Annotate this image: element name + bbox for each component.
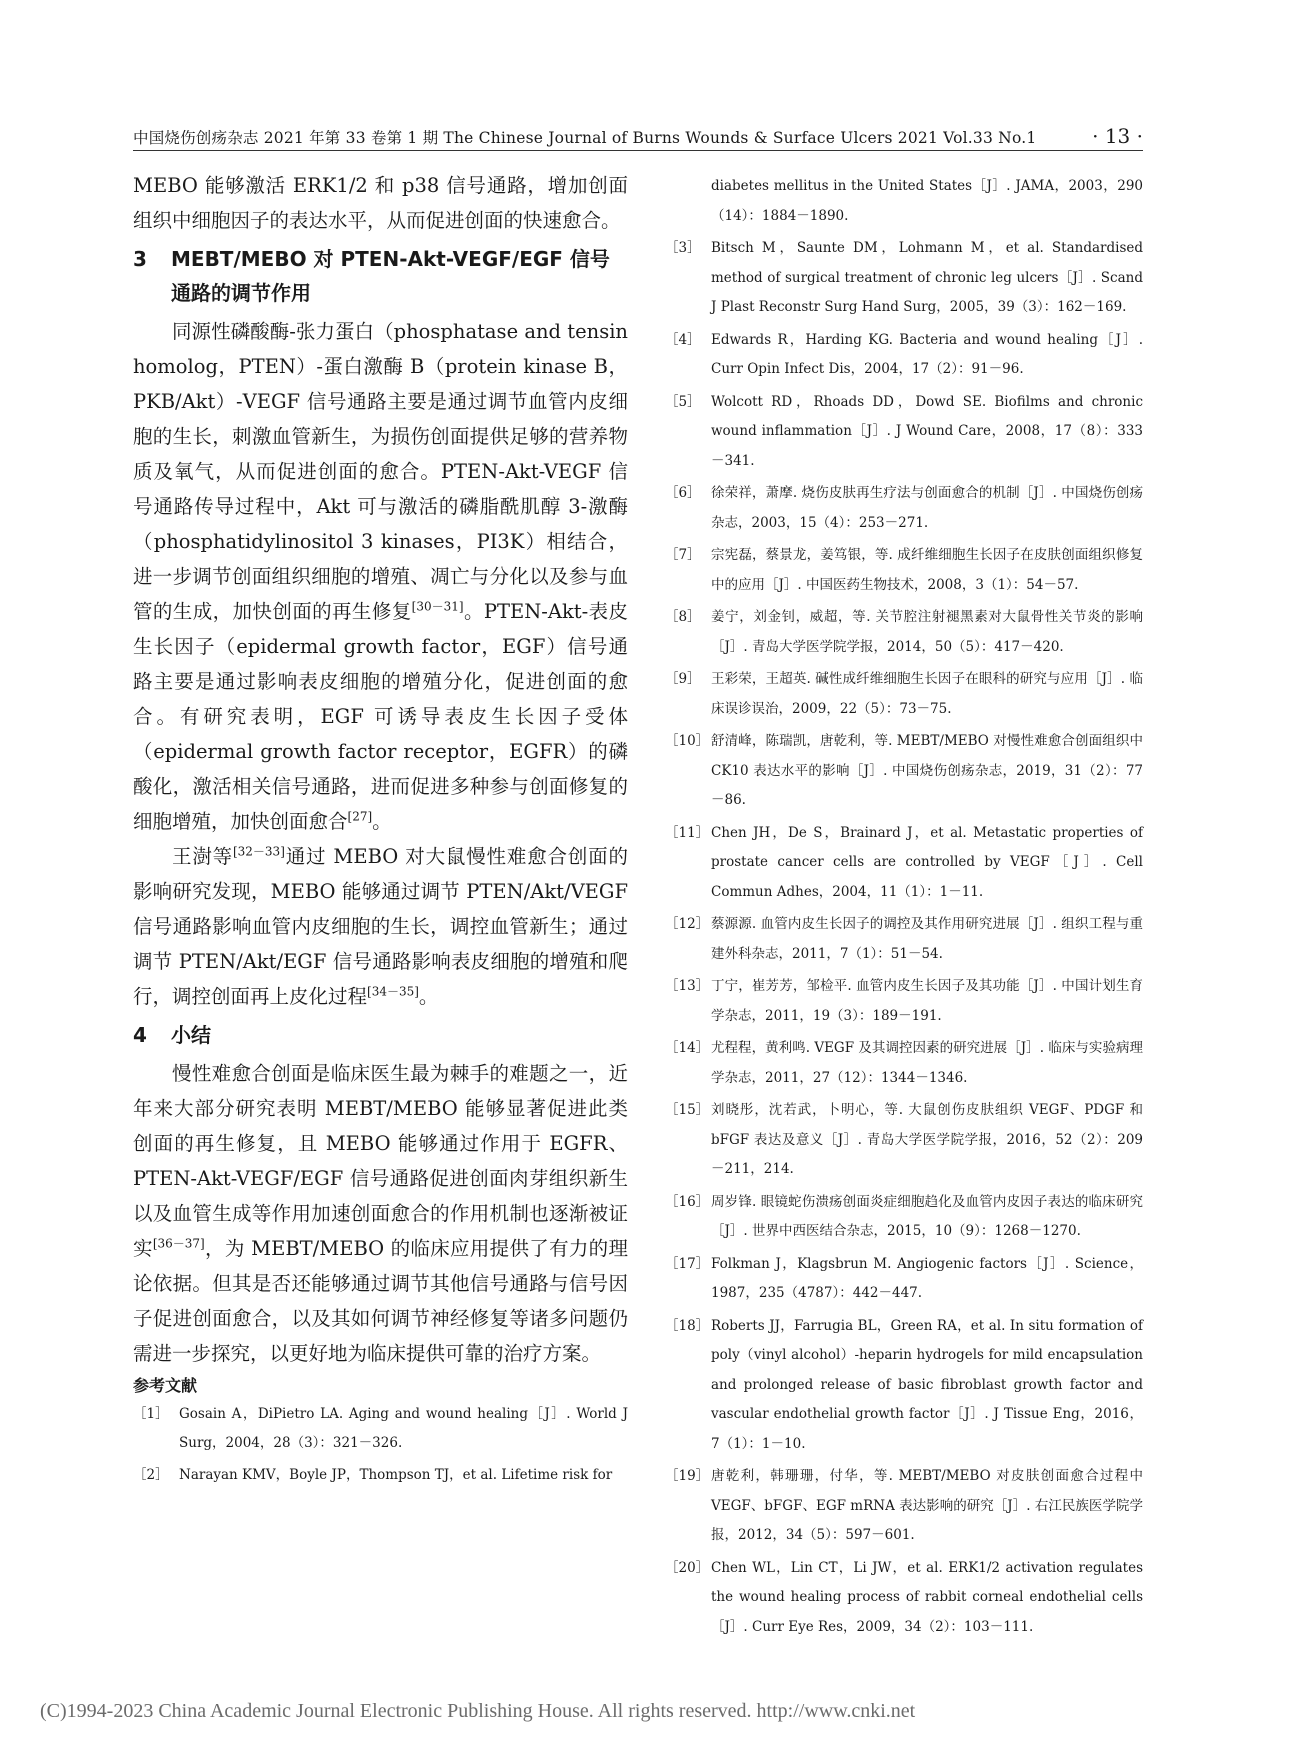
reference-item — [665, 1312, 1143, 1460]
paragraph: 慢性难愈合创面是临床医生最为棘手的难题之一，近年来大部分研究表明 MEBT/MEBO 能够显著促进此类创面的再生修复，且 MEBO 能够通过作用于 EGFR、PTEN-Akt-VEGF/EGF 信号通路促进创面肉芽组织新生以及血管生成等作用加速创面愈合的作用机制也逐渐被证实[36－37]，为 MEBT/MEBO 的临床应用提供了有力的理论依据。但其是否还能够通过调节其他信号通路与信号因子促进创面愈合，以及其如何调节神经修复等诸多问题仍需进一步探究，以更好地为临床提供可靠的治疗方案。 — [133, 1062, 628, 1365]
reference-item — [665, 541, 1143, 600]
page-number: · 13 · — [1092, 124, 1143, 148]
reference-number — [665, 172, 711, 231]
reference-number: ［17］ — [665, 1255, 710, 1272]
reference-list — [133, 1400, 628, 1490]
citation: [27] — [347, 809, 373, 824]
reference-item — [665, 234, 1143, 323]
reference-item — [665, 910, 1143, 969]
reference-number: ［3］ — [665, 240, 701, 256]
reference-number: ［19］ — [665, 1468, 710, 1484]
reference-number: ［4］ — [665, 331, 701, 348]
running-header — [133, 118, 1143, 148]
left-column — [133, 168, 628, 1493]
header-rule — [133, 150, 1143, 151]
section-number: 4 — [133, 1023, 147, 1047]
section-title: 小结 — [171, 1023, 211, 1047]
copyright-footer: (C)1994-2023 China Academic Journal Electronic Publishing House. All rights reserved. http://www.cnki.net — [40, 1700, 916, 1722]
reference-text: Bitsch M，Saunte DM，Lohmann M，et al. Standardised method of surgical treatment of chronic leg ulcers［J］. Scand J Plast Reconstr Surg Hand Surg，2005，39（3）：162－169. — [711, 240, 1143, 315]
citation: [34－35] — [367, 984, 419, 999]
reference-item — [665, 388, 1143, 477]
citation: [32－33] — [232, 844, 285, 859]
reference-item — [665, 479, 1143, 538]
reference-number: ［7］ — [665, 547, 701, 563]
reference-text: 尤程程，黄利鸣. VEGF 及其调控因素的研究进展［J］. 临床与实验病理学杂志，2011，27（12）：1344－1346. — [711, 1040, 1143, 1086]
references-heading: 参考文献 — [133, 1376, 198, 1395]
reference-text: 舒清峰，陈瑞凯，唐乾利，等. MEBT/MEBO 对慢性难愈合创面组织中 CK10 表达水平的影响［J］. 中国烧伤创疡杂志，2019，31（2）：77－86. — [711, 733, 1143, 808]
reference-text: 丁宁，崔芳芳，邹检平. 血管内皮生长因子及其功能［J］. 中国计划生育学杂志，2011，19（3）：189－191. — [711, 978, 1143, 1024]
reference-item — [133, 1400, 628, 1458]
reference-item — [665, 1096, 1143, 1185]
reference-number: ［13］ — [665, 978, 710, 994]
journal-title: 中国烧伤创疡杂志 2021 年第 33 卷第 1 期 The Chinese Journal of Burns Wounds & Surface Ulcers 2021 Vol.33 No.1 — [133, 129, 1037, 147]
reference-number: ［10］ — [665, 733, 710, 749]
reference-text: Chen JH，De S，Brainard J，et al. Metastatic properties of prostate cancer cells are controlled by VEGF［J］. Cell Commun Adhes，2004，11（1）：1－11. — [711, 824, 1143, 900]
reference-item — [665, 603, 1143, 662]
section-heading — [133, 242, 628, 310]
reference-number: ［18］ — [665, 1317, 710, 1334]
reference-text: Wolcott RD，Rhoads DD，Dowd SE. Biofilms and chronic wound inflammation［J］. J Wound Care，2008，17（8）：333－341. — [711, 393, 1143, 469]
reference-text: Roberts JJ，Farrugia BL，Green RA，et al. In situ formation of poly（vinyl alcohol）-heparin hydrogels for mild encapsulation and prolonged release of basic fibroblast growth factor and vascular endothelial growth factor［J］. J Tissue Eng，2016，7（1）：1－10. — [711, 1317, 1143, 1452]
reference-text: 王彩荣，王超英. 碱性成纤维细胞生长因子在眼科的研究与应用［J］. 临床误诊误治，2009，22（5）：73－75. — [711, 671, 1143, 717]
reference-item — [665, 1250, 1143, 1309]
citation: [30－31] — [411, 599, 464, 614]
reference-text: 唐乾利，韩珊珊，付华，等. MEBT/MEBO 对皮肤创面愈合过程中 VEGF、bFGF、EGF mRNA 表达影响的研究［J］. 右江民族医学院学报，2012，34（5）：597－601. — [711, 1468, 1143, 1543]
reference-text: 刘晓彤，沈若武，卜明心，等. 大鼠创伤皮肤组织 VEGF、PDGF 和 bFGF 表达及意义［J］. 青岛大学医学院学报，2016，52（2）：209－211，214. — [711, 1102, 1143, 1177]
reference-item — [665, 326, 1143, 385]
reference-item — [665, 1034, 1143, 1093]
reference-text: 周岁锋. 眼镜蛇伤溃疡创面炎症细胞趋化及血管内皮因子表达的临床研究［J］. 世界中西医结合杂志，2015，10（9）：1268－1270. — [711, 1193, 1143, 1239]
paragraph: 同源性磷酸酶-张力蛋白（phosphatase and tensin homolog，PTEN）-蛋白激酶 B（protein kinase B，PKB/Akt）-VEGF 信号通路主要是通过调节血管内皮细胞的生长，刺激血管新生，为损伤创面提供足够的营养物质及氧气，从而促进创面的愈合。PTEN-Akt-VEGF 信号通路传导过程中，Akt 可与激活的磷脂酰肌醇 3-激酶（phosphatidylinositol 3 kinases，PI3K）相结合，进一步调节创面组织细胞的增殖、凋亡与分化以及参与血管的生成，加快创面的再生修复[30－31]。PTEN-Akt-表皮生长因子（epidermal growth factor，EGF）信号通路主要是通过影响表皮细胞的增殖分化，促进创面的愈合。有研究表明，EGF 可诱导表皮生长因子受体（epidermal growth factor receptor，EGFR）的磷酸化，激活相关信号通路，进而促进多种参与创面修复的细胞增殖，加快创面愈合[27]。 — [133, 320, 628, 833]
reference-number: ［8］ — [665, 609, 701, 625]
reference-number: ［20］ — [665, 1559, 710, 1576]
reference-text: 蔡源源. 血管内皮生长因子的调控及其作用研究进展［J］. 组织工程与重建外科杂志，2011，7（1）：51－54. — [711, 916, 1143, 962]
reference-number: ［11］ — [665, 824, 710, 841]
reference-number: ［9］ — [665, 671, 701, 687]
reference-item — [665, 1462, 1143, 1551]
reference-text: 徐荣祥，萧摩. 烧伤皮肤再生疗法与创面愈合的机制［J］. 中国烧伤创疡杂志，2003，15（4）：253－271. — [711, 485, 1143, 531]
reference-number: ［1］ — [133, 1406, 169, 1422]
reference-item — [665, 819, 1143, 908]
reference-text: diabetes mellitus in the United States［J］. JAMA，2003，290（14）：1884－1890. — [711, 178, 1143, 224]
reference-item — [665, 665, 1143, 724]
reference-number: ［12］ — [665, 916, 710, 932]
reference-item — [665, 172, 1143, 231]
reference-text: Gosain A，DiPietro LA. Aging and wound healing［J］. World J Surg，2004，28（3）：321－326. — [179, 1406, 628, 1451]
section-heading — [133, 1018, 628, 1052]
reference-text: 宗宪磊，蔡景龙，姜笃银，等. 成纤维细胞生长因子在皮肤创面组织修复中的应用［J］. 中国医药生物技术，2008，3（1）：54－57. — [711, 547, 1143, 593]
reference-number: ［15］ — [665, 1102, 710, 1118]
reference-item — [665, 727, 1143, 816]
reference-item — [133, 1461, 628, 1490]
reference-text: Folkman J，Klagsbrun M. Angiogenic factors［J］. Science，1987，235（4787）：442－447. — [711, 1255, 1143, 1301]
reference-number: ［16］ — [665, 1193, 710, 1210]
reference-item — [665, 972, 1143, 1031]
reference-text: Chen WL，Lin CT，Li JW，et al. ERK1/2 activation regulates the wound healing process of rabbit corneal endothelial cells［J］. Curr Eye Res，2009，34（2）：103－111. — [711, 1559, 1143, 1635]
right-column — [665, 172, 1143, 1645]
reference-text: Narayan KMV，Boyle JP，Thompson TJ，et al. Lifetime risk for — [179, 1467, 613, 1483]
reference-item — [665, 1554, 1143, 1643]
reference-item — [665, 1188, 1143, 1247]
reference-number: ［2］ — [133, 1467, 169, 1483]
paragraph: 王澍等[32－33]通过 MEBO 对大鼠慢性难愈合创面的影响研究发现，MEBO 能够通过调节 PTEN/Akt/VEGF 信号通路影响血管内皮细胞的生长，调控血管新生；通过调节 PTEN/Akt/EGF 信号通路影响表皮细胞的增殖和爬行，调控创面再上皮化过程[34－35]。 — [133, 844, 628, 1008]
reference-text: 姜宁，刘金钊，威超，等. 关节腔注射褪黑素对大鼠骨性关节炎的影响［J］. 青岛大学医学院学报，2014，50（5）：417－420. — [711, 609, 1143, 655]
citation: [36－37] — [152, 1236, 205, 1251]
reference-number: ［14］ — [665, 1040, 710, 1056]
reference-text: Edwards R，Harding KG. Bacteria and wound healing［J］. Curr Opin Infect Dis，2004，17（2）：91－96. — [711, 331, 1143, 377]
reference-number: ［5］ — [665, 393, 701, 410]
section-number: 3 — [133, 247, 147, 271]
reference-number: ［6］ — [665, 485, 701, 501]
paragraph: MEBO 能够激活 ERK1/2 和 p38 信号通路，增加创面组织中细胞因子的表达水平，从而促进创面的快速愈合。 — [133, 174, 628, 232]
section-title: MEBT/MEBO 对 PTEN-Akt-VEGF/EGF 信号通路的调节作用 — [171, 247, 610, 305]
